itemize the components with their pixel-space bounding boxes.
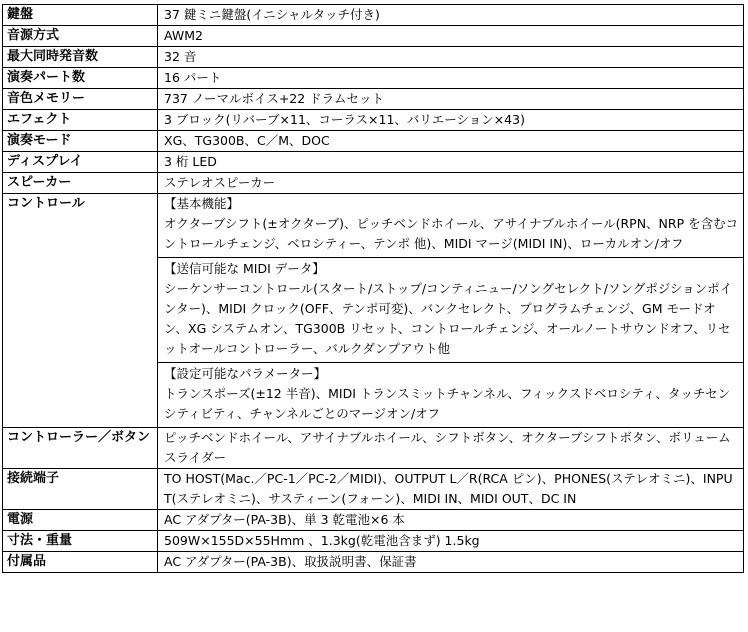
spec-value: 509W×155D×55Hmm 、1.3kg(乾電池含まず) 1.5kg (158, 531, 744, 552)
spec-label: ディスプレイ (3, 152, 158, 173)
spec-row (3, 428, 744, 469)
spec-value: ピッチベンドホイール、アサイナブルホイール、シフトボタン、オクターブシフトボタン、ボリュームスライダー (158, 428, 744, 469)
section-text: シーケンサーコントロール(スタート/ストップ/コンティニュー/ソングセレクト/ソングポジションポインター)、MIDI クロック(OFF、テンポ可変)、バンクセレクト、プログラムチェンジ、GM モードオン、XG システムオン、TG300B リセット、コントロールチェンジ、オールノートサウンドオフ、リセットオールコントローラー、バルクダンプアウト他 (164, 281, 733, 356)
control-section-parameters (158, 362, 743, 427)
spec-value: 737 ノーマルボイス+22 ドラムセット (158, 89, 744, 110)
spec-value: 32 音 (158, 47, 744, 68)
spec-value: 37 鍵ミニ鍵盤(イニシャルタッチ付き) (158, 5, 744, 26)
section-heading: 【設定可能なパラメーター】 (164, 366, 327, 381)
spec-row (3, 47, 744, 68)
section-heading: 【基本機能】 (164, 196, 240, 211)
spec-row (3, 110, 744, 131)
spec-row (3, 552, 744, 573)
spec-value: AWM2 (158, 26, 744, 47)
spec-label: エフェクト (3, 110, 158, 131)
spec-value: ステレオスピーカー (158, 173, 744, 194)
spec-row-control (3, 194, 744, 428)
spec-row (3, 89, 744, 110)
control-section-midi-data (158, 257, 743, 362)
section-text: トランスポーズ(±12 半音)、MIDI トランスミットチャンネル、フィックスドベロシティ、タッチセンシティビティ、チャンネルごとのマージオン/オフ (164, 386, 731, 421)
spec-row (3, 469, 744, 510)
spec-label: 鍵盤 (3, 5, 158, 26)
spec-row (3, 68, 744, 89)
spec-label: コントロール (3, 194, 158, 428)
spec-row (3, 510, 744, 531)
spec-label: 演奏パート数 (3, 68, 158, 89)
spec-label: コントローラー／ボタン (3, 428, 158, 469)
spec-label: 付属品 (3, 552, 158, 573)
section-text: オクターブシフト(±オクターブ)、ピッチベンドホイール、アサイナブルホイール(RPN、NRP を含むコントロールチェンジ、ベロシティー、テンポ 他)、MIDI マージ(MIDI IN)、ローカルオン/オフ (164, 216, 739, 251)
spec-value: 3 ブロック(リバーブ×11、コーラス×11、バリエーション×43) (158, 110, 744, 131)
control-section-basic (164, 194, 739, 257)
spec-row (3, 173, 744, 194)
spec-row (3, 152, 744, 173)
spec-value: 3 桁 LED (158, 152, 744, 173)
spec-row (3, 5, 744, 26)
spec-value: 16 パート (158, 68, 744, 89)
spec-value: AC アダプター(PA-3B)、取扱説明書、保証書 (158, 552, 744, 573)
spec-label: 音源方式 (3, 26, 158, 47)
section-heading: 【送信可能な MIDI データ】 (164, 261, 325, 276)
control-sections (158, 194, 744, 428)
spec-row (3, 26, 744, 47)
spec-label: スピーカー (3, 173, 158, 194)
spec-row (3, 531, 744, 552)
spec-label: 最大同時発音数 (3, 47, 158, 68)
spec-value: XG、TG300B、C／M、DOC (158, 131, 744, 152)
spec-value: AC アダプター(PA-3B)、単 3 乾電池×6 本 (158, 510, 744, 531)
spec-value: TO HOST(Mac.／PC-1／PC-2／MIDI)、OUTPUT L／R(RCA ピン)、PHONES(ステレオミニ)、INPUT(ステレオミニ)、サスティーン(フォーン)、MIDI IN、MIDI OUT、DC IN (158, 469, 744, 510)
spec-label: 音色メモリー (3, 89, 158, 110)
spec-label: 電源 (3, 510, 158, 531)
spec-label: 寸法・重量 (3, 531, 158, 552)
spec-label: 接続端子 (3, 469, 158, 510)
spec-row (3, 131, 744, 152)
spec-label: 演奏モード (3, 131, 158, 152)
spec-table (2, 4, 744, 573)
